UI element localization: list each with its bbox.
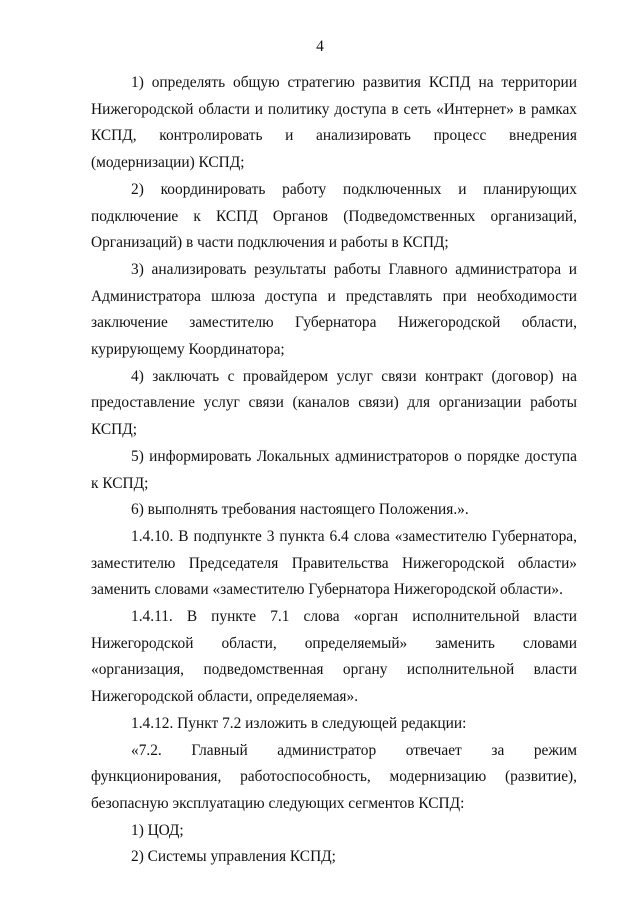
paragraph-5: 5) информировать Локальных администраторов о порядке доступа к КСПД; xyxy=(91,447,577,492)
paragraph-6: 6) выполнять требования настоящего Положения.». xyxy=(131,501,469,519)
page-number: 4 xyxy=(316,38,324,55)
paragraph-7: 1.4.10. В подпункте 3 пункта 6.4 слова «заместителю Губернатора, заместителю Председателя Правительства Нижегородской области» заменить словами «заместителю Губернатора Нижегородской области». xyxy=(91,527,577,599)
document-body xyxy=(91,70,577,871)
paragraph-8: 1.4.11. В пункте 7.1 слова «орган исполнительной власти Нижегородской области, определяемый» заменить словами «организация, подведомственная органу исполнительной власти Нижегородской области, определяемая». xyxy=(91,608,577,706)
paragraph-4: 4) заключать с провайдером услуг связи контракт (договор) на предоставление услуг связи (каналов связи) для организации работы КСПД; xyxy=(91,367,577,439)
paragraph-10: «7.2. Главный администратор отвечает за режим функционирования, работоспособность, модернизацию (развитие), безопасную эксплуатацию следующих сегментов КСПД: xyxy=(91,741,577,812)
paragraph-3: 3) анализировать результаты работы Главного администратора и Администратора шлюза доступа и представлять при необходимости заключение заместителю Губернатора Нижегородской области, курирующему Координатора; xyxy=(91,260,577,359)
paragraph-12: 2) Системы управления КСПД; xyxy=(131,848,336,866)
paragraph-1: 1) определять общую стратегию развития КСПД на территории Нижегородской области и политику доступа в сеть «Интернет» в рамках КСПД, контролировать и анализировать процесс внедрения (модернизации) КСПД; xyxy=(91,74,577,172)
paragraph-2: 2) координировать работу подключенных и планирующих подключение к КСПД Органов (Подведомственных организаций, Организаций) в части подключения и работы в КСПД; xyxy=(91,180,577,252)
paragraph-11: 1) ЦОД; xyxy=(131,821,184,839)
paragraph-9: 1.4.12. Пункт 7.2 изложить в следующей редакции: xyxy=(131,714,467,732)
